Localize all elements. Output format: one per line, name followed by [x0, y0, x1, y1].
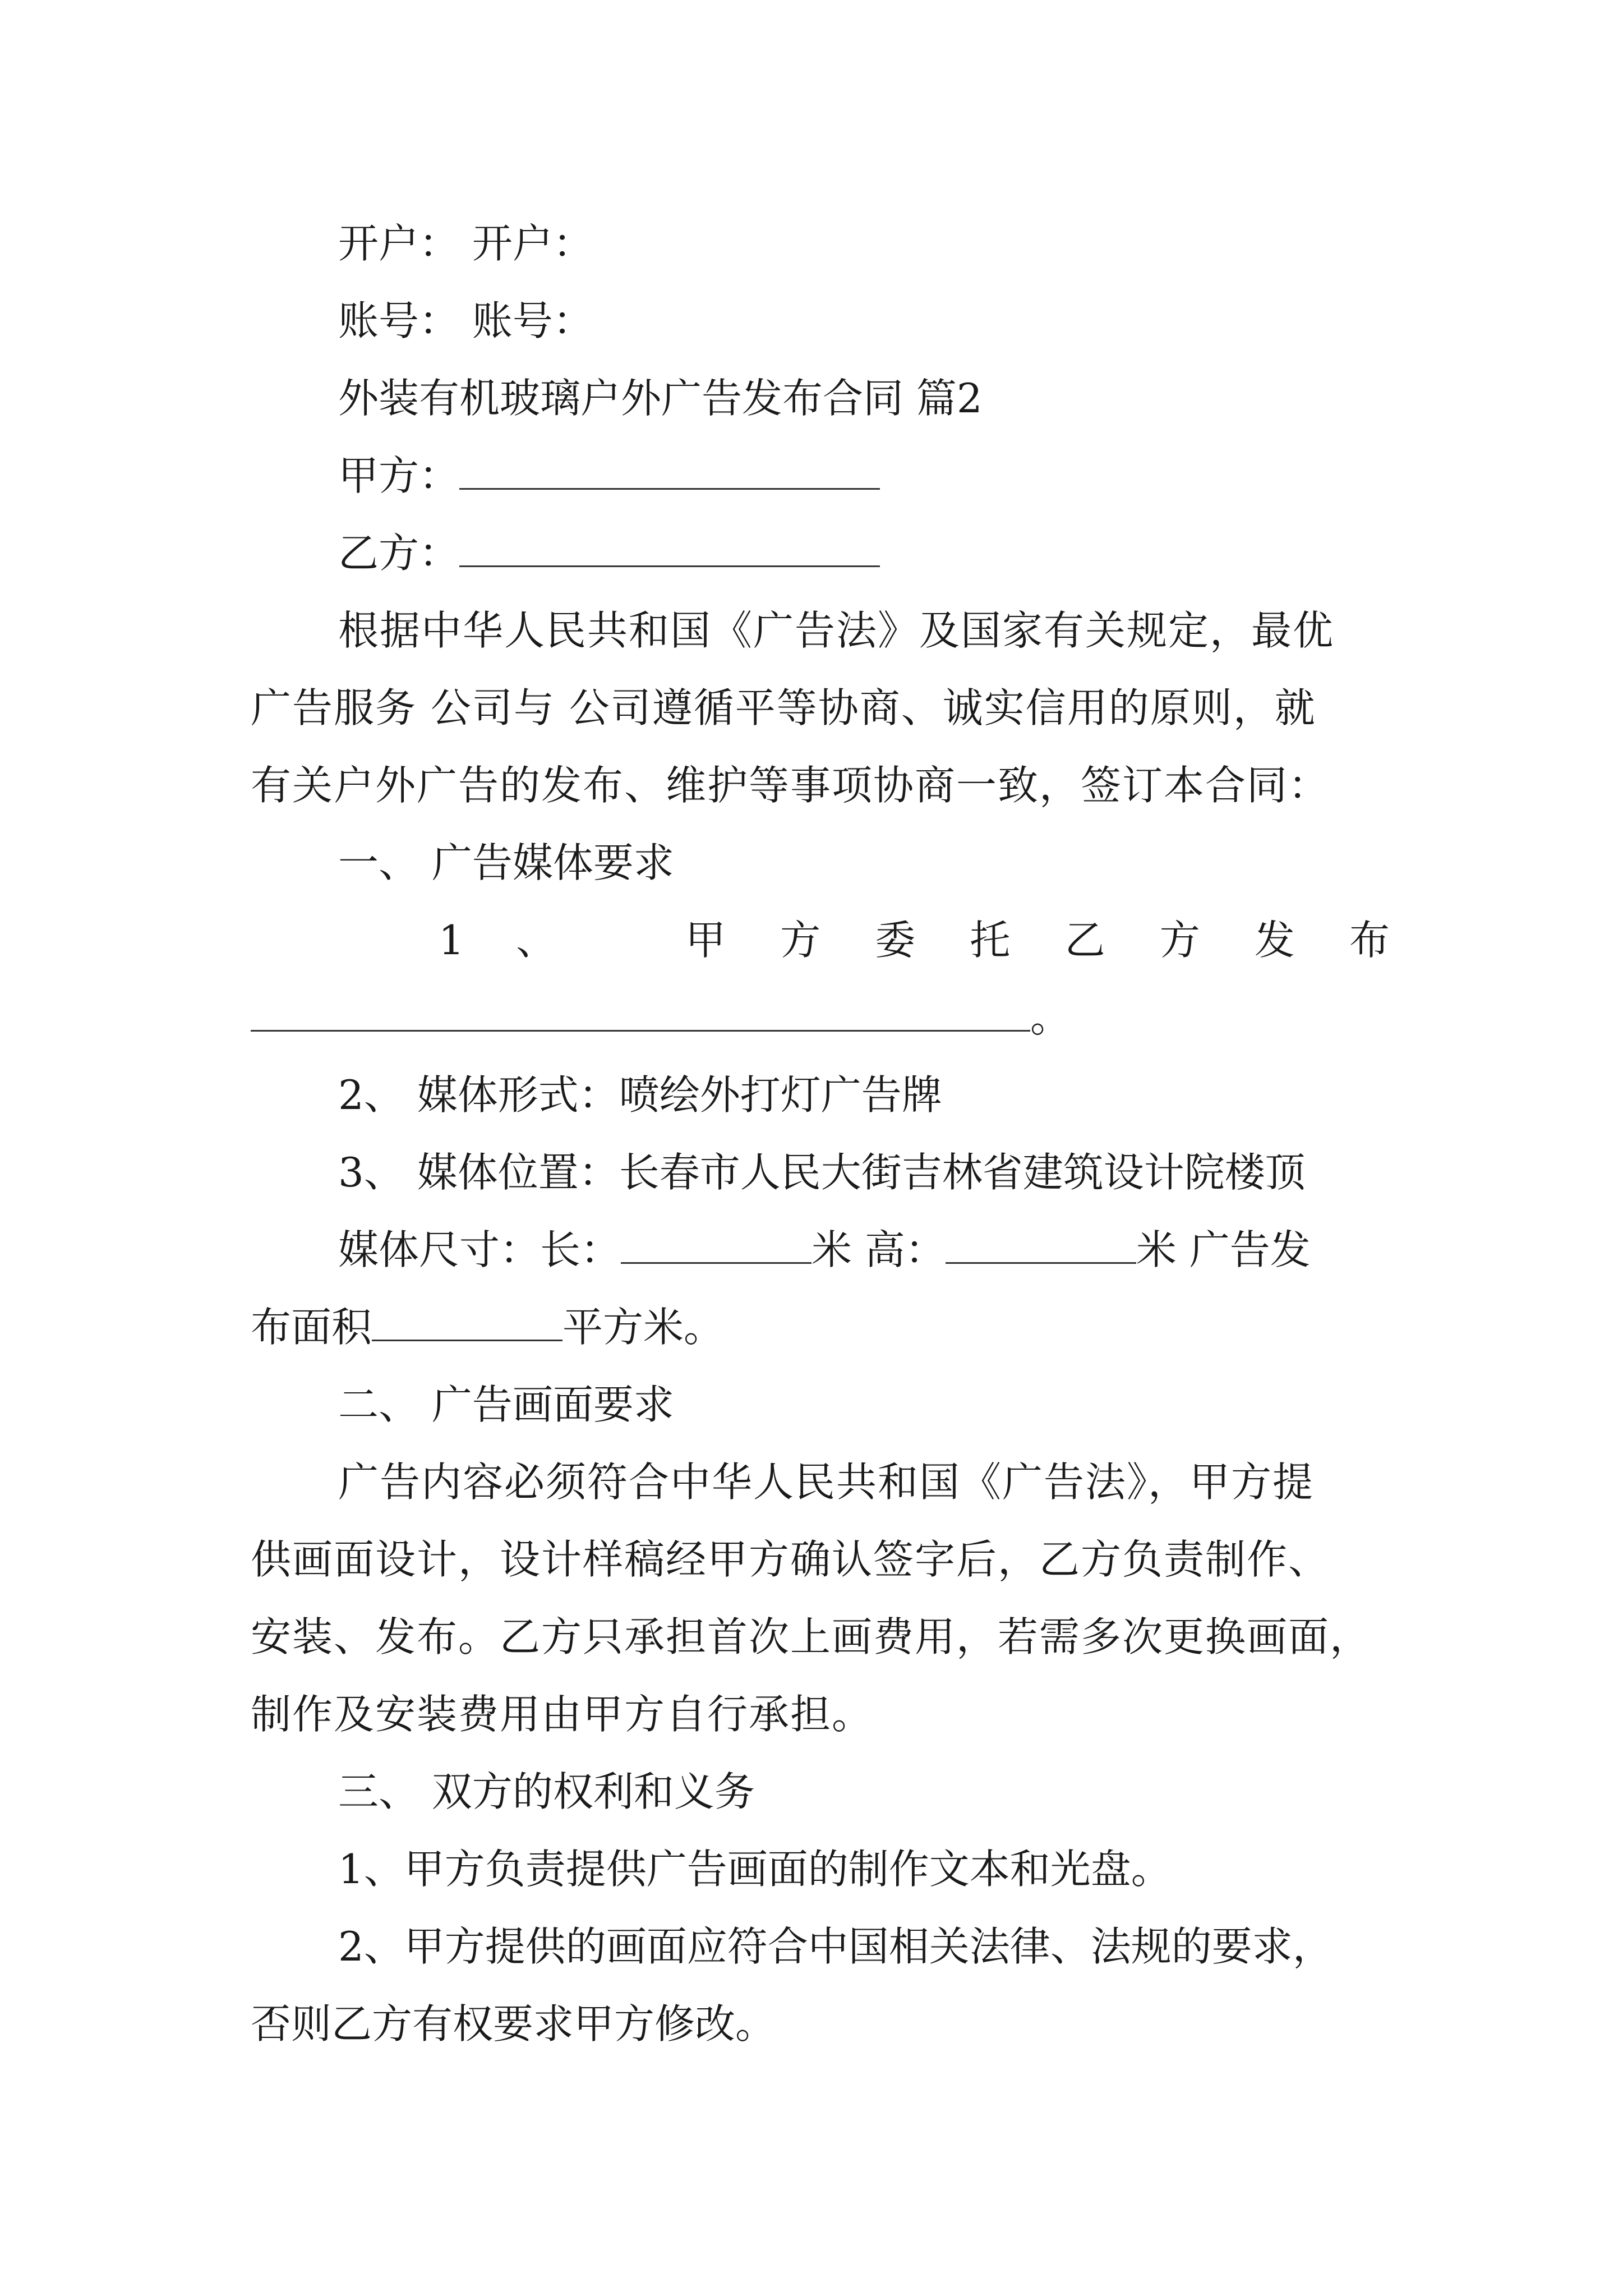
party-a-blank [459, 484, 880, 490]
contract-title: 外装有机玻璃户外广告发布合同 篇2 [338, 375, 983, 422]
preamble-line-2: 广告服务 公司与 公司遵循平等协商、诚实信用的原则，就 [251, 684, 1316, 731]
right-2-line-1: 2、甲方提供的画面应符合中国相关法律、法规的要求， [338, 1923, 1333, 1970]
section-2-line-1: 广告内容必须符合中华人民共和国《广告法》，甲方提 [338, 1458, 1315, 1506]
preamble-line-3: 有关户外广告的发布、维护等事项协商一致，签订本合同： [251, 762, 1330, 809]
item-1-blank-line [251, 994, 1071, 1041]
item-1-word: 发 [1254, 917, 1295, 964]
party-a-label: 甲方： [338, 452, 460, 499]
item-1-blank [251, 1025, 1030, 1032]
party-a-line [338, 452, 880, 499]
right-2-line-2: 否则乙方有权要求甲方修改。 [251, 2000, 776, 2047]
section-2-heading: 二、 广告画面要求 [338, 1381, 674, 1428]
account-number-line: 账号： 账号： [338, 297, 593, 344]
item-1-number: 1 [439, 917, 464, 964]
media-size-label: 媒体尺寸：长： [338, 1226, 621, 1273]
section-3-heading: 三、 双方的权利和义务 [338, 1768, 755, 1815]
party-b-line [338, 530, 880, 577]
right-1: 1、甲方负责提供广告画面的制作文本和光盘。 [338, 1846, 1172, 1893]
party-b-label: 乙方： [338, 530, 460, 577]
item-1-word: 布 [1349, 917, 1390, 964]
section-2-line-2: 供画面设计，设计样稿经甲方确认签字后，乙方负责制作、 [251, 1536, 1330, 1583]
item-1-separator: 、 [516, 917, 557, 964]
item-1-end: 。 [1030, 994, 1071, 1041]
media-size-line [338, 1226, 1311, 1273]
item-1-word: 托 [970, 917, 1011, 964]
preamble-line-1: 根据中华人民共和国《广告法》及国家有关规定，最优 [338, 607, 1335, 654]
account-open-line: 开户： 开户： [338, 220, 593, 267]
area-unit: 平方米。 [562, 1304, 725, 1351]
height-label: 米 高： [811, 1226, 946, 1273]
item-3: 3、 媒体位置：长春市人民大街吉林省建筑设计院楼顶 [338, 1149, 1306, 1196]
item-1-word: 方 [780, 917, 821, 964]
area-line [251, 1304, 725, 1351]
section-1-heading: 一、 广告媒体要求 [338, 839, 674, 886]
area-label: 布面积 [251, 1304, 372, 1351]
ad-publish-label: 米 广告发 [1136, 1226, 1311, 1273]
item-2: 2、 媒体形式：喷绘外打灯广告牌 [338, 1071, 942, 1119]
height-blank [946, 1258, 1136, 1264]
area-blank [372, 1335, 562, 1341]
party-b-blank [459, 561, 880, 567]
section-2-line-3: 安装、发布。乙方只承担首次上画费用，若需多次更换画面， [251, 1613, 1372, 1660]
length-blank [621, 1258, 811, 1264]
item-1-word: 委 [875, 917, 916, 964]
item-1-word: 乙 [1064, 917, 1105, 964]
item-1-word: 甲 [685, 917, 726, 964]
item-1-word: 方 [1159, 917, 1200, 964]
section-2-line-4: 制作及安装费用由甲方自行承担。 [251, 1691, 874, 1738]
item-1-words [685, 917, 1390, 964]
